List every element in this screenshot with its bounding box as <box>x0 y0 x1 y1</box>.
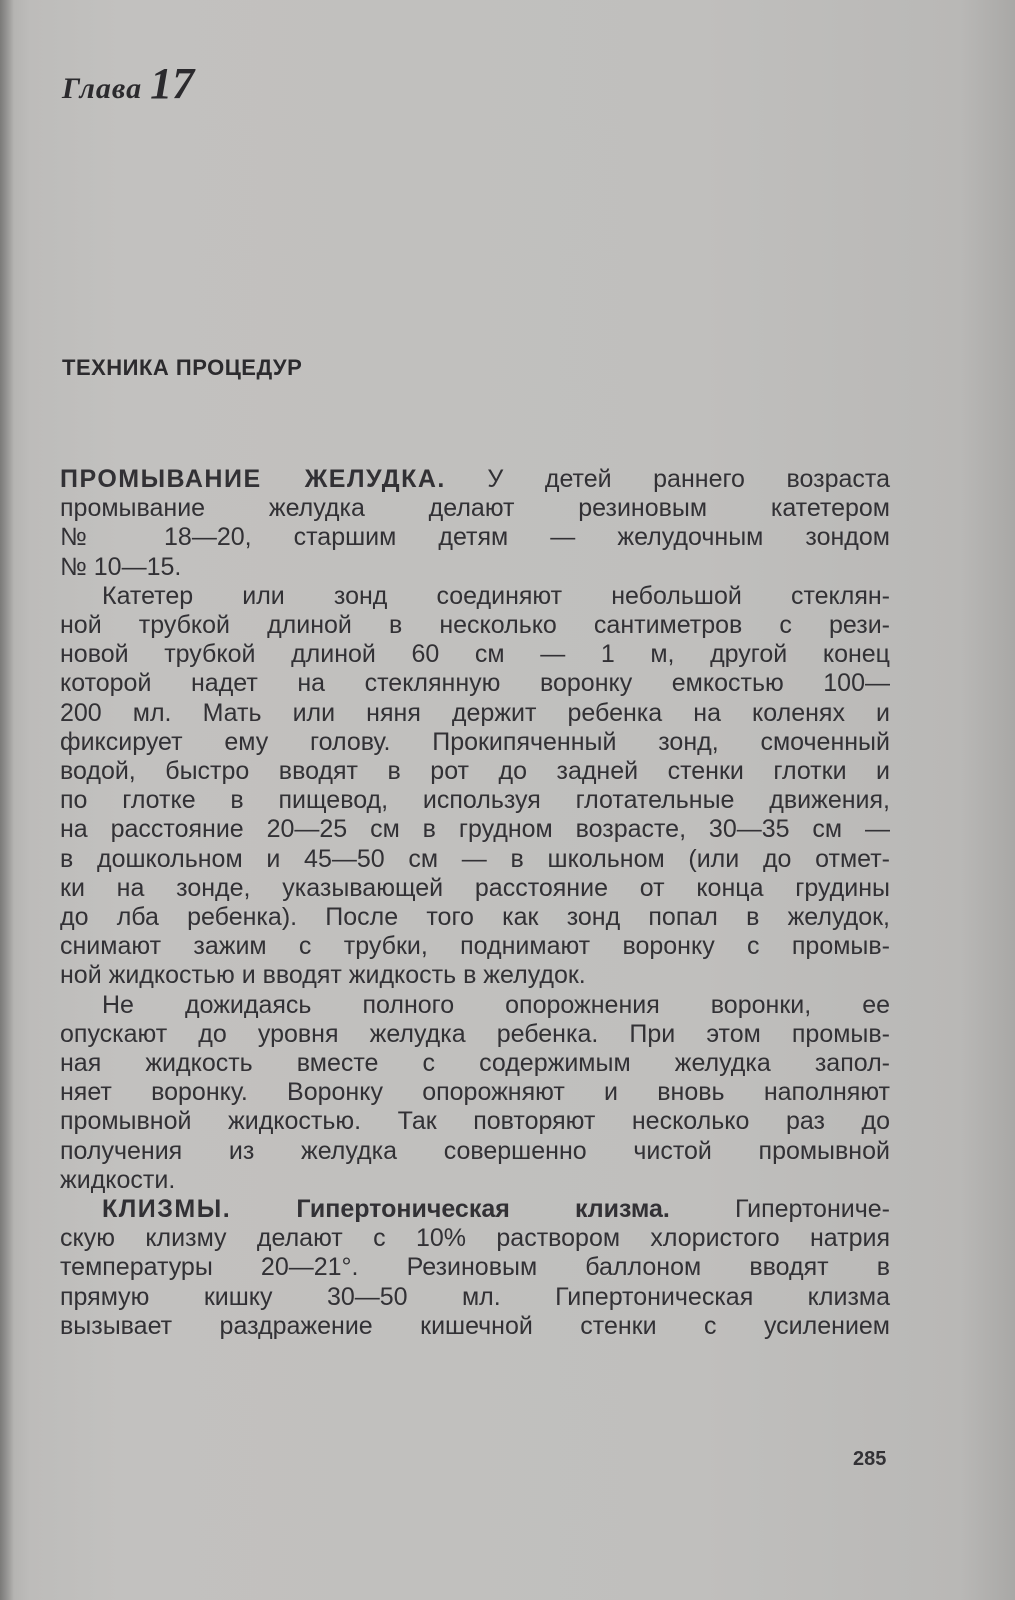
text-line: Не дожидаясь полного опорожнения воронки, ее <box>102 990 890 1019</box>
page-number: 285 <box>853 1448 887 1470</box>
text-line: ной жидкостью и вводят жидкость в желудок. <box>60 961 586 990</box>
text-line: новой трубкой длиной 60 см — 1 м, другой конец <box>60 640 890 669</box>
text-line: № 18—20, старшим детям — желудочным зондом <box>60 523 890 552</box>
text-line: получения из желудка совершенно чистой промывной <box>60 1136 890 1165</box>
text-line: скую клизму делают с 10% раствором хлористого натрия <box>60 1224 890 1253</box>
text-line: опускают до уровня желудка ребенка. При этом промыв- <box>60 1019 890 1048</box>
text-line: температуры 20—21°. Резиновым баллоном вводят в <box>60 1253 890 1282</box>
paragraph-funnel <box>60 991 890 1195</box>
text-line: промывание желудка делают резиновым катетером <box>60 494 890 523</box>
chapter-heading <box>62 58 194 109</box>
spine-shadow <box>0 0 14 1600</box>
text-line: в дошкольном и 45—50 см — в школьном (или до отмет- <box>60 844 890 873</box>
chapter-number: 17 <box>150 59 195 108</box>
body-text <box>60 465 890 1341</box>
text-line <box>60 1195 890 1224</box>
text-line: снимают зажим с трубки, поднимают воронку с промыв- <box>60 932 890 961</box>
text-line: ки на зонде, указывающей расстояние от конца грудины <box>60 873 890 902</box>
chapter-label: Глава <box>62 72 143 105</box>
text-line: водой, быстро вводят в рот до задней стенки глотки и <box>60 757 890 786</box>
subheading-hypertonic-enema: Гипертоническая клизма. <box>231 1195 670 1224</box>
lead-heading-enemas: КЛИЗМЫ. <box>102 1195 232 1224</box>
text-line: ной трубкой длиной в несколько сантиметров с рези- <box>60 611 890 640</box>
text-line: промывной жидкостью. Так повторяют несколько раз до <box>60 1107 890 1136</box>
text-line-content: У детей раннего возраста <box>445 465 890 493</box>
text-line-content: Гипертониче- <box>669 1195 890 1224</box>
text-line: няет воронку. Воронку опорожняют и вновь наполняют <box>60 1078 890 1107</box>
section-title: ТЕХНИКА ПРОЦЕДУР <box>62 355 303 380</box>
text-line: № 10—15. <box>60 552 182 581</box>
text-line: ная жидкость вместе с содержимым желудка запол- <box>60 1049 890 1078</box>
paragraph-gastric-lavage-intro <box>60 465 890 582</box>
text-line: 200 мл. Мать или няня держит ребенка на коленях и <box>60 698 890 727</box>
text-line: до лба ребенка). После того как зонд попал в желудок, <box>60 903 890 932</box>
text-line: жидкости. <box>60 1165 176 1194</box>
text-line: фиксирует ему голову. Прокипяченный зонд, смоченный <box>60 727 890 756</box>
text-line: на расстояние 20—25 см в грудном возрасте, 30—35 см — <box>60 815 890 844</box>
text-line: по глотке в пищевод, используя глотательные движения, <box>60 786 890 815</box>
text-line <box>60 465 890 494</box>
text-line: которой надет на стеклянную воронку емкостью 100— <box>60 669 890 698</box>
text-line: прямую кишку 30—50 мл. Гипертоническая клизма <box>60 1282 890 1311</box>
paragraph-catheter <box>60 582 890 991</box>
text-line: вызывает раздражение кишечной стенки с усилением <box>60 1311 890 1340</box>
paragraph-enemas <box>60 1195 890 1341</box>
text-line: Катетер или зонд соединяют небольшой стеклян- <box>102 581 890 610</box>
lead-heading-gastric-lavage: ПРОМЫВАНИЕ ЖЕЛУДКА. <box>60 465 446 493</box>
